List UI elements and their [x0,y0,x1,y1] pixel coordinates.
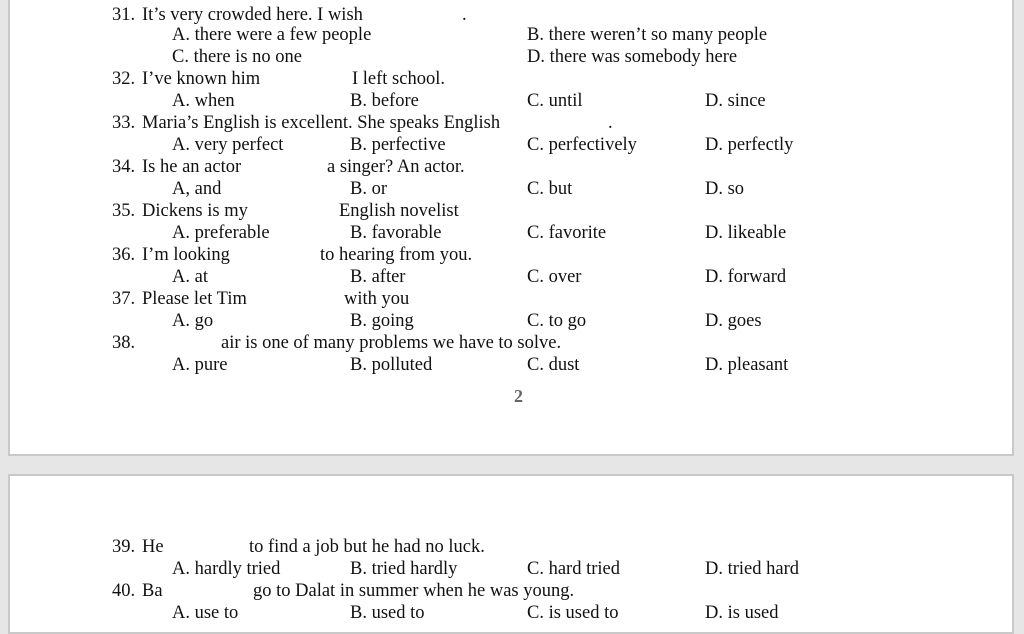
question-38-option-c: C. dust [527,355,580,375]
document-page-1 [8,0,1014,456]
question-32-option-d: D. since [705,91,766,111]
question-35-option-a: A. preferable [172,223,270,243]
question-33-stem: Maria’s English is excellent. She speaks English [142,113,501,133]
question-35-option-c: C. favorite [527,223,607,243]
question-33-option-c: C. perfectively [527,135,637,155]
question-31-option-b: B. there weren’t so many people [527,25,768,45]
question-36-number: 36. [112,245,136,265]
question-39-stem-end: to find a job but he had no luck. [249,537,485,557]
question-38-option-d: D. pleasant [705,355,789,375]
question-37-number: 37. [112,289,136,309]
question-40-stem: Ba [142,581,163,601]
question-36-stem: I’m looking [142,245,230,265]
question-38-option-b: B. polluted [350,355,433,375]
question-35-stem-end: English novelist [339,201,459,221]
question-40-option-a: A. use to [172,603,239,623]
question-36-stem-end: to hearing from you. [320,245,473,265]
question-35-stem: Dickens is my [142,201,248,221]
question-35-option-d: D. likeable [705,223,787,243]
question-33-option-a: A. very perfect [172,135,284,155]
question-38-option-a: A. pure [172,355,228,375]
question-37-stem-end: with you [344,289,410,309]
question-38-stem-end: air is one of many problems we have to solve. [221,333,562,353]
question-31-option-c: C. there is no one [172,47,302,67]
question-39-number: 39. [112,537,136,557]
question-39-option-c: C. hard tried [527,559,620,579]
question-34-option-d: D. so [705,179,745,199]
question-39-option-b: B. tried hardly [350,559,458,579]
question-32-stem: I’ve known him [142,69,261,89]
question-35-number: 35. [112,201,136,221]
question-33-number: 33. [112,113,136,133]
question-39-option-d: D. tried hard [705,559,800,579]
question-33-option-d: D. perfectly [705,135,794,155]
question-37-option-c: C. to go [527,311,587,331]
question-33-stem-end: . [608,113,613,133]
question-34-stem-end: a singer? An actor. [327,157,465,177]
question-36-option-c: C. over [527,267,582,287]
question-37-option-d: D. goes [705,311,762,331]
question-31-stem-end: . [462,5,467,25]
question-40-option-b: B. used to [350,603,425,623]
question-34-option-c: C. but [527,179,573,199]
question-36-option-d: D. forward [705,267,787,287]
question-40-stem-end: go to Dalat in summer when he was young. [253,581,575,601]
question-34-stem: Is he an actor [142,157,242,177]
question-39-option-a: A. hardly tried [172,559,281,579]
question-34-option-a: A, and [172,179,222,199]
question-36-option-b: B. after [350,267,406,287]
question-40-option-c: C. is used to [527,603,619,623]
question-37-option-a: A. go [172,311,214,331]
question-31-stem: It’s very crowded here. I wish [142,5,363,25]
question-35-option-b: B. favorable [350,223,442,243]
question-37-stem: Please let Tim [142,289,247,309]
question-34-number: 34. [112,157,136,177]
question-39-stem: He [142,537,164,557]
question-37-option-b: B. going [350,311,414,331]
question-34-option-b: B. or [350,179,387,199]
question-31-option-a: A. there were a few people [172,25,372,45]
question-32-option-a: A. when [172,91,235,111]
question-32-option-b: B. before [350,91,419,111]
question-32-number: 32. [112,69,136,89]
question-31-number: 31. [112,5,136,25]
page-number: 2 [514,386,523,406]
question-38-number: 38. [112,333,136,353]
question-32-stem-end: I left school. [352,69,445,89]
question-33-option-b: B. perfective [350,135,446,155]
question-32-option-c: C. until [527,91,583,111]
question-31-option-d: D. there was somebody here [527,47,738,67]
question-40-option-d: D. is used [705,603,779,623]
question-40-number: 40. [112,581,136,601]
question-36-option-a: A. at [172,267,208,287]
document-page-2 [8,474,1014,634]
